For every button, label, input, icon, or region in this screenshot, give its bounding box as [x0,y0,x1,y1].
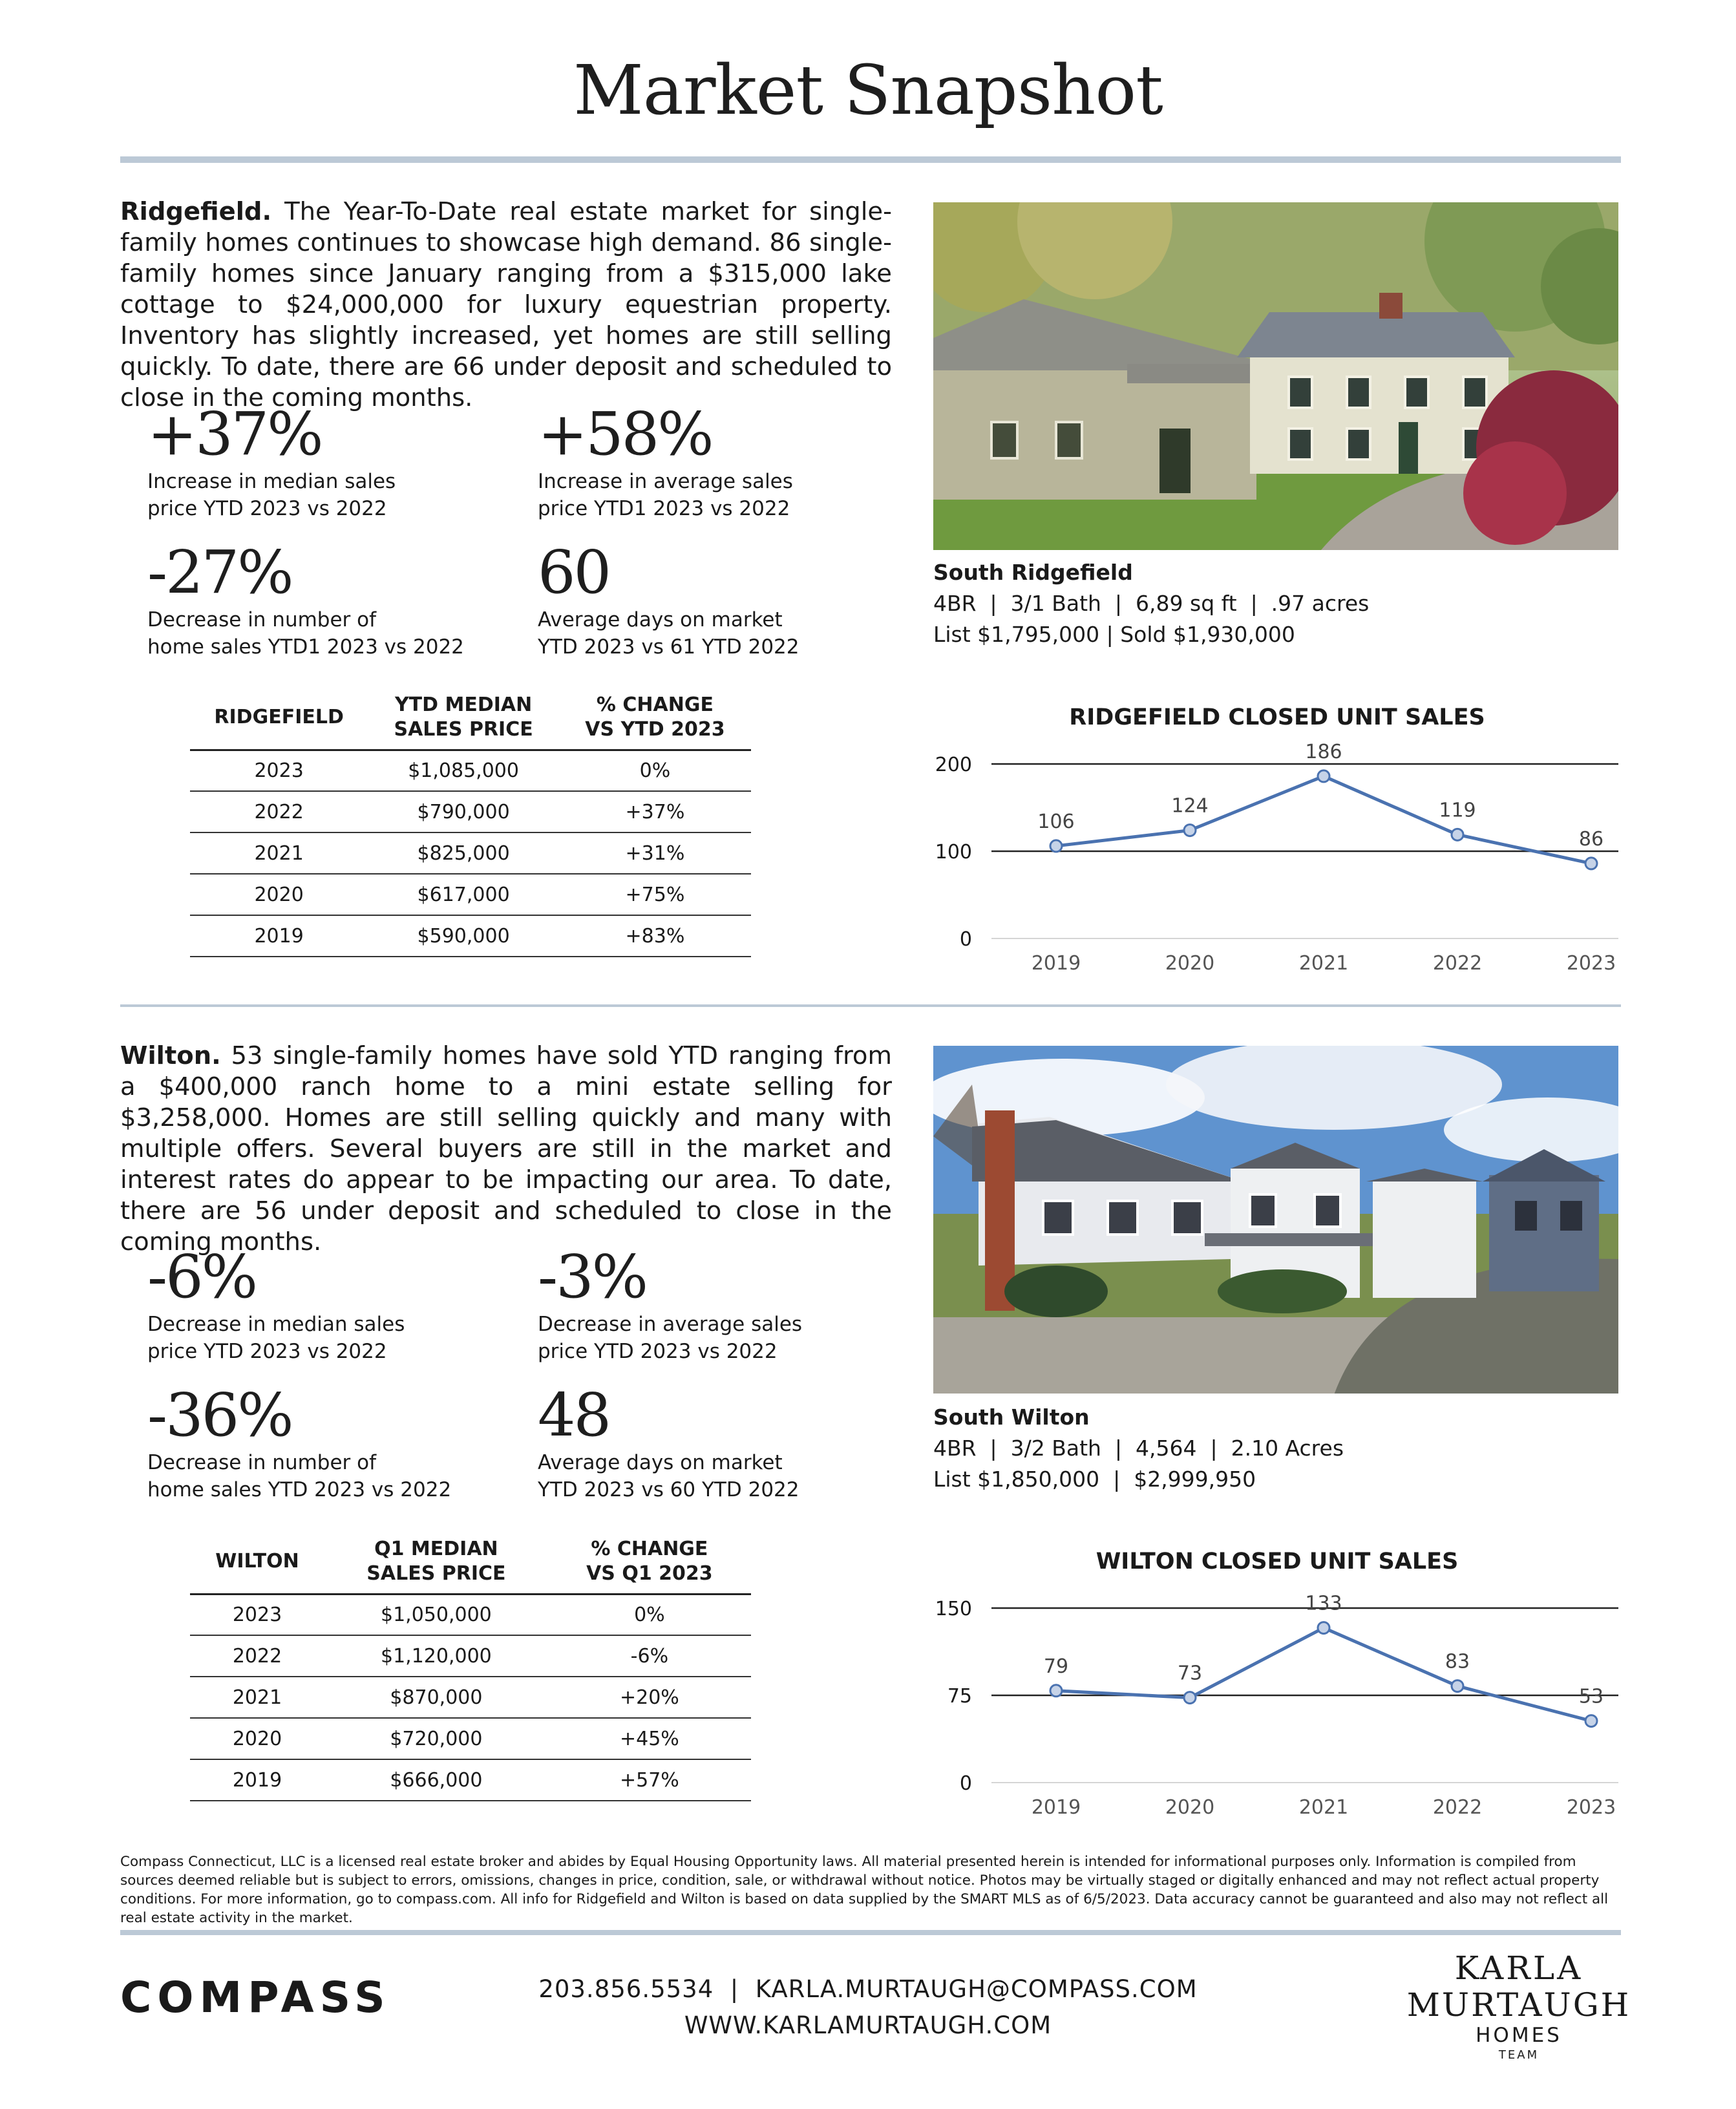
x-tick-label: 2019 [1031,952,1081,975]
chart-title: RIDGEFIELD CLOSED UNIT SALES [1069,705,1485,730]
wilton-stat-days [538,1381,900,1503]
wilton-price-table [190,1531,751,1801]
table-row: 2019 $590,000 +83% [190,915,751,957]
ridgefield-price-table [190,686,751,957]
chart-title: WILTON CLOSED UNIT SALES [1096,1549,1459,1574]
table-header: WILTON [190,1531,324,1594]
data-point [1184,825,1196,836]
ridgefield-house-photo [933,202,1618,550]
wilton-house-photo [933,1046,1618,1394]
data-label: 186 [1305,740,1342,763]
wilton-closed-sales-chart [933,1549,1621,1833]
table-row: 2020 $720,000 +45% [190,1718,751,1759]
stat-label: Increase in median sales price YTD 2023 vs 2022 [147,470,396,520]
table-row: 2019 $666,000 +57% [190,1759,751,1801]
x-tick-label: 2022 [1432,952,1483,975]
wilton-stat-count [147,1381,509,1503]
data-point [1585,1715,1597,1727]
data-label: 73 [1177,1662,1203,1685]
data-label: 86 [1578,827,1604,851]
wilton-chart-svg [933,1549,1621,1833]
stat-value: 60 [538,538,610,607]
wilton-intro-text: 53 single-family homes have sold YTD ranging from a $400,000 ranch home to a mini estate selling for $3,258,000. Homes are still selling quickly and many with multiple offers. Several buyers are still in the market and interest rates do appear to be impacting our area. To date, there are 56 under deposit and scheduled to close in the coming months. [120,1041,892,1256]
y-tick-label: 150 [935,1598,972,1620]
table-row: 2023 $1,050,000 0% [190,1594,751,1635]
stat-value: -27% [147,538,292,607]
wilton-stat-median [147,1242,509,1365]
property-price: List $1,850,000 | $2,999,950 [933,1467,1256,1492]
data-label: 53 [1578,1685,1604,1708]
table-row: 2022 $790,000 +37% [190,791,751,832]
footer-divider [120,1930,1621,1935]
wilton-town-label: Wilton. [120,1041,221,1070]
ridgefield-photo-caption [933,557,1618,650]
series-line [1056,1628,1591,1721]
table-header: Q1 MEDIAN SALES PRICE [324,1531,548,1594]
wilton-photo-caption [933,1402,1618,1495]
ridgefield-stat-median [147,399,509,522]
data-label: 133 [1305,1592,1342,1615]
x-tick-label: 2019 [1031,1796,1081,1819]
data-label: 119 [1439,799,1476,822]
disclaimer: Compass Connecticut, LLC is a licensed real estate broker and abides by Equal Housing Opportunity laws. All material presented herein is intended for informational purposes only. Information is compiled from sources deemed reliable but is subject to errors, omissions, changes in price, condition, sale, or withdrawal without notice. Photos may be virtually staged or digitally enhanced and may not reflect actual property conditions. For more information, go to compass.com. All info for Ridgefield and Wilton is based on data supplied by the SMART MLS as of 6/5/2023. Data accuracy cannot be guaranteed and also may not reflect all real estate activity in the market. [120,1854,1609,1926]
table-row: 2022 $1,120,000 -6% [190,1635,751,1677]
data-label: 124 [1171,794,1209,818]
contact-phone-email: 203.856.5534 | KARLA.MURTAUGH@COMPASS.COM [538,1975,1198,2003]
data-label: 79 [1043,1655,1069,1678]
y-tick-label: 0 [959,1772,972,1795]
property-details: 4BR | 3/1 Bath | 6,89 sq ft | .97 acres [933,591,1370,616]
property-name: South Wilton [933,1404,1090,1430]
stat-label: Decrease in number of home sales YTD1 2023 vs 2022 [147,608,464,659]
ridgefield-town-label: Ridgefield. [120,197,272,226]
x-tick-label: 2023 [1566,1796,1616,1819]
stat-value: +58% [538,399,712,469]
data-point [1452,1680,1463,1692]
title-divider [120,156,1621,163]
stat-value: -36% [147,1381,292,1450]
karla-murtaugh-logo: KARLA MURTAUGH HOMES TEAM [1406,1949,1631,2062]
table-header: % CHANGE VS Q1 2023 [548,1531,751,1594]
section-divider [120,1004,1621,1007]
ridgefield-intro-text: The Year-To-Date real estate market for single-family homes continues to showcase high demand. 86 single-family homes since January ranging from a $315,000 lake cottage to $24,000,000 for luxury equestrian property. Inventory has slightly increased, yet homes are still selling quickly. To date, there are 66 under deposit and scheduled to close in the coming months. [120,197,892,412]
contact-website: WWW.KARLAMURTAUGH.COM [684,2011,1052,2039]
x-tick-label: 2021 [1298,1796,1349,1819]
series-line [1056,776,1591,864]
x-tick-label: 2020 [1165,1796,1215,1819]
stat-value: 48 [538,1381,610,1450]
wilton-intro [120,1041,892,1258]
x-tick-label: 2020 [1165,952,1215,975]
ridgefield-stat-count [147,538,509,661]
x-tick-label: 2023 [1566,952,1616,975]
ridgefield-intro [120,196,892,414]
data-point [1318,770,1329,782]
data-point [1050,1685,1062,1697]
table-row: 2021 $870,000 +20% [190,1677,751,1718]
table-row: 2020 $617,000 +75% [190,874,751,915]
ridgefield-stat-average [538,399,900,522]
ridgefield-closed-sales-chart [933,705,1621,989]
y-tick-label: 0 [959,928,972,951]
y-tick-label: 75 [947,1685,972,1708]
property-details: 4BR | 3/2 Bath | 4,564 | 2.10 Acres [933,1436,1344,1461]
data-label: 83 [1445,1650,1470,1673]
data-label: 106 [1037,810,1075,833]
stat-value: -6% [147,1242,257,1311]
data-point [1318,1622,1329,1634]
y-tick-label: 200 [935,754,972,776]
data-point [1184,1692,1196,1704]
table-header: % CHANGE VS YTD 2023 [559,686,751,750]
table-row: 2021 $825,000 +31% [190,832,751,874]
data-point [1452,829,1463,840]
stat-label: Average days on market YTD 2023 vs 60 YTD 2022 [538,1451,799,1501]
stat-value: +37% [147,399,322,469]
table-row: 2023 $1,085,000 0% [190,750,751,791]
ridgefield-chart-svg [933,705,1621,989]
data-point [1585,858,1597,869]
stat-value: -3% [538,1242,647,1311]
stat-label: Decrease in number of home sales YTD 2023 vs 2022 [147,1451,452,1501]
page-title: Market Snapshot [573,50,1163,130]
table-header: YTD MEDIAN SALES PRICE [368,686,559,750]
table-header: RIDGEFIELD [190,686,368,750]
stat-label: Decrease in average sales price YTD 2023 vs 2022 [538,1313,803,1363]
ridgefield-stat-days [538,538,900,661]
wilton-stat-average [538,1242,900,1365]
property-name: South Ridgefield [933,560,1133,585]
stat-label: Decrease in median sales price YTD 2023 vs 2022 [147,1313,405,1363]
x-tick-label: 2022 [1432,1796,1483,1819]
stat-label: Increase in average sales price YTD1 2023 vs 2022 [538,470,793,520]
compass-logo: COMPASS [120,1973,391,2022]
data-point [1050,840,1062,852]
property-price: List $1,795,000 | Sold $1,930,000 [933,622,1295,647]
x-tick-label: 2021 [1298,952,1349,975]
y-tick-label: 100 [935,841,972,864]
stat-label: Average days on market YTD 2023 vs 61 YTD 2022 [538,608,799,659]
